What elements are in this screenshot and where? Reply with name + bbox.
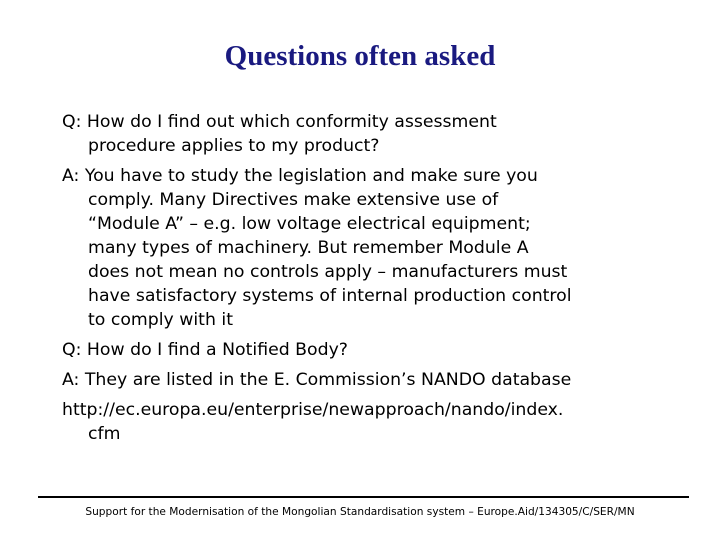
answer-2: A: They are listed in the E. Commission’s NANDO database <box>62 370 572 390</box>
answer-1: A: You have to study the legislation and make sure you comply. Many Directives make extensive use of “Module A” – e.g. low voltage electrical equipment; many types of machinery. But remember Module A does not mean no controls apply – manufacturers must have satisfactory systems of internal production control to comply with it <box>62 166 572 330</box>
question-2: Q: How do I find a Notified Body? <box>62 340 348 360</box>
slide-body <box>62 110 672 452</box>
nando-url: http://ec.europa.eu/enterprise/newapproach/nando/index. cfm <box>62 400 564 444</box>
footer-divider <box>38 496 689 498</box>
question-1: Q: How do I find out which conformity assessment procedure applies to my product? <box>62 112 497 156</box>
footer-text: Support for the Modernisation of the Mongolian Standardisation system – Europe.Aid/134305/C/SER/MN <box>85 506 635 518</box>
slide-title: Questions often asked <box>224 40 496 72</box>
